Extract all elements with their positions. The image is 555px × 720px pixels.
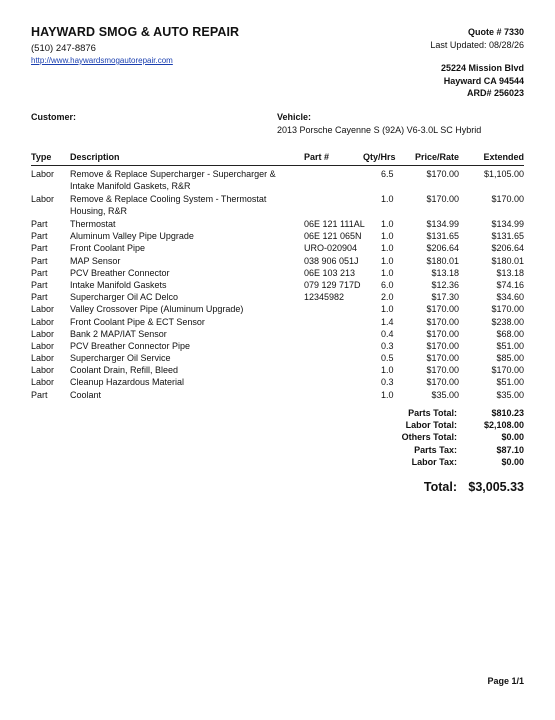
row-description: Thermostat	[70, 219, 116, 229]
table-row	[31, 267, 524, 279]
row-qty: 1.4	[381, 316, 394, 327]
row-price: $170.00	[426, 328, 459, 339]
row-price: $170.00	[426, 169, 459, 179]
row-extended: $206.64	[491, 243, 524, 254]
row-extended: $68.00	[496, 328, 524, 339]
table-header	[31, 151, 524, 166]
vehicle-label: Vehicle:	[277, 112, 312, 122]
row-type: Part	[31, 243, 48, 254]
table-row	[31, 389, 524, 401]
row-qty: 0.3	[381, 377, 394, 388]
totals-row	[324, 408, 524, 420]
header-type: Type	[31, 152, 52, 162]
row-description: Supercharger Oil Service	[70, 353, 171, 364]
row-description: Remove & Replace Supercharger - Supercharger & Intake Manifold Gaskets, R&R	[70, 169, 276, 191]
shop-name: HAYWARD SMOG & AUTO REPAIR	[31, 25, 240, 39]
row-qty: 1.0	[381, 304, 394, 315]
row-type: Part	[31, 219, 48, 229]
row-price: $134.99	[426, 219, 459, 229]
totals-row	[324, 445, 524, 457]
table-row	[31, 218, 524, 230]
row-price: $12.36	[431, 279, 459, 290]
row-extended: $134.99	[491, 219, 524, 229]
row-description: Intake Manifold Gaskets	[70, 279, 167, 290]
row-price: $17.30	[431, 292, 459, 303]
row-description: Aluminum Valley Pipe Upgrade	[70, 231, 194, 242]
row-description: Coolant	[70, 389, 102, 400]
shop-website-link[interactable]: http://www.haywardsmogautorepair.com	[31, 56, 173, 65]
row-type: Labor	[31, 328, 55, 339]
row-type: Part	[31, 292, 48, 303]
row-type: Part	[31, 279, 48, 290]
line-items	[31, 168, 524, 401]
row-type: Labor	[31, 365, 55, 376]
row-description: Cleanup Hazardous Material	[70, 377, 185, 388]
row-description: PCV Breather Connector	[70, 267, 170, 278]
row-description: Supercharger Oil AC Delco	[70, 292, 179, 303]
grand-total	[324, 480, 524, 498]
row-qty: 1.0	[381, 365, 394, 376]
table-row	[31, 340, 524, 352]
row-qty: 1.0	[381, 231, 394, 242]
row-price: $170.00	[426, 365, 459, 376]
row-qty: 6.5	[381, 169, 394, 179]
row-type: Labor	[31, 194, 55, 204]
table-row	[31, 316, 524, 328]
row-price: $170.00	[426, 340, 459, 351]
address-line-1: 25224 Mission Blvd	[440, 63, 524, 73]
row-description: Front Coolant Pipe	[70, 243, 146, 254]
totals-label: Parts Tax:	[414, 444, 457, 455]
row-extended: $170.00	[491, 194, 524, 204]
row-description: Front Coolant Pipe & ECT Sensor	[70, 316, 205, 327]
row-type: Labor	[31, 169, 55, 179]
row-description: PCV Breather Connector Pipe	[70, 340, 191, 351]
table-row	[31, 255, 524, 267]
row-qty: 1.0	[381, 194, 394, 204]
row-type: Part	[31, 267, 48, 278]
row-part-number: 038 906 051J	[304, 255, 359, 266]
row-part-number: 079 129 717D	[304, 279, 361, 290]
totals-value: $87.10	[496, 444, 524, 455]
row-extended: $170.00	[491, 365, 524, 376]
grand-total-value: $3,005.33	[468, 480, 524, 494]
row-price: $35.00	[431, 389, 459, 400]
totals-label: Others Total:	[401, 432, 457, 443]
row-extended: $74.16	[496, 279, 524, 290]
table-row	[31, 352, 524, 364]
row-description: MAP Sensor	[70, 255, 121, 266]
totals-value: $810.23	[491, 408, 524, 418]
row-qty: 1.0	[381, 219, 394, 229]
row-part-number: 06E 121 065N	[304, 231, 362, 242]
table-row	[31, 291, 524, 303]
row-price: $13.18	[431, 267, 459, 278]
row-extended: $238.00	[491, 316, 524, 327]
page-number: Page 1/1	[487, 676, 524, 686]
quote-number: Quote # 7330	[467, 27, 524, 37]
header-part-number: Part #	[304, 152, 330, 162]
row-price: $170.00	[426, 377, 459, 388]
row-qty: 6.0	[381, 279, 394, 290]
row-qty: 1.0	[381, 255, 394, 266]
row-extended: $35.00	[496, 389, 524, 400]
totals-row	[324, 432, 524, 444]
shop-phone: (510) 247-8876	[31, 43, 96, 54]
row-qty: 0.4	[381, 328, 394, 339]
table-row	[31, 328, 524, 340]
row-description: Valley Crossover Pipe (Aluminum Upgrade)	[70, 304, 244, 315]
customer-label: Customer:	[31, 112, 77, 122]
totals-label: Parts Total:	[408, 408, 457, 418]
row-qty: 1.0	[381, 267, 394, 278]
vehicle-value: 2013 Porsche Cayenne S (92A) V6-3.0L SC Hybrid	[277, 125, 482, 135]
header-description: Description	[70, 152, 120, 162]
row-price: $170.00	[426, 316, 459, 327]
row-description: Bank 2 MAP/IAT Sensor	[70, 328, 167, 339]
address-line-2: Hayward CA 94544	[443, 76, 524, 86]
totals-label: Labor Tax:	[411, 456, 457, 467]
totals-value: $2,108.00	[483, 420, 524, 431]
row-type: Labor	[31, 377, 55, 388]
row-description: Remove & Replace Cooling System - Thermostat Housing, R&R	[70, 194, 267, 216]
header-price-rate: Price/Rate	[414, 152, 459, 162]
row-extended: $131.65	[491, 231, 524, 242]
row-type: Part	[31, 389, 48, 400]
row-part-number: 12345982	[304, 292, 345, 303]
totals-label: Labor Total:	[405, 420, 457, 431]
row-price: $170.00	[426, 194, 459, 204]
row-qty: 0.3	[381, 340, 394, 351]
row-type: Labor	[31, 304, 55, 315]
row-extended: $1,105.00	[483, 169, 524, 179]
row-part-number: 06E 121 111AL	[304, 219, 365, 229]
row-qty: 2.0	[381, 292, 394, 303]
table-row	[31, 303, 524, 315]
row-type: Part	[31, 255, 48, 266]
row-extended: $85.00	[496, 353, 524, 364]
row-extended: $51.00	[496, 377, 524, 388]
row-price: $206.64	[426, 243, 459, 254]
row-type: Labor	[31, 316, 55, 327]
row-qty: 0.5	[381, 353, 394, 364]
row-extended: $13.18	[496, 267, 524, 278]
totals-row	[324, 420, 524, 432]
row-price: $170.00	[426, 304, 459, 315]
table-row	[31, 230, 524, 242]
row-description: Coolant Drain, Refill, Bleed	[70, 365, 179, 376]
table-row	[31, 279, 524, 291]
row-part-number: URO-020904	[304, 243, 358, 254]
row-price: $180.01	[426, 255, 459, 266]
row-price: $170.00	[426, 353, 459, 364]
table-row	[31, 242, 524, 254]
totals-value: $0.00	[501, 456, 524, 467]
row-part-number: 06E 103 213	[304, 267, 356, 278]
table-row	[31, 376, 524, 388]
last-updated: Last Updated: 08/28/26	[430, 40, 524, 50]
totals-block	[324, 408, 524, 469]
row-qty: 1.0	[381, 243, 394, 254]
row-price: $131.65	[426, 231, 459, 242]
totals-value: $0.00	[501, 432, 524, 443]
grand-total-label: Total:	[423, 480, 457, 494]
ard-number: ARD# 256023	[466, 88, 524, 98]
row-type: Labor	[31, 340, 55, 351]
table-row	[31, 193, 524, 218]
table-row	[31, 168, 524, 193]
table-row	[31, 364, 524, 376]
row-extended: $34.60	[496, 292, 524, 303]
row-qty: 1.0	[381, 389, 394, 400]
header-qty-hrs: Qty/Hrs	[363, 152, 396, 162]
totals-row	[324, 457, 524, 469]
row-extended: $51.00	[496, 340, 524, 351]
header-extended: Extended	[483, 152, 524, 162]
row-type: Part	[31, 231, 48, 242]
row-extended: $180.01	[491, 255, 524, 266]
row-type: Labor	[31, 353, 55, 364]
row-extended: $170.00	[491, 304, 524, 315]
